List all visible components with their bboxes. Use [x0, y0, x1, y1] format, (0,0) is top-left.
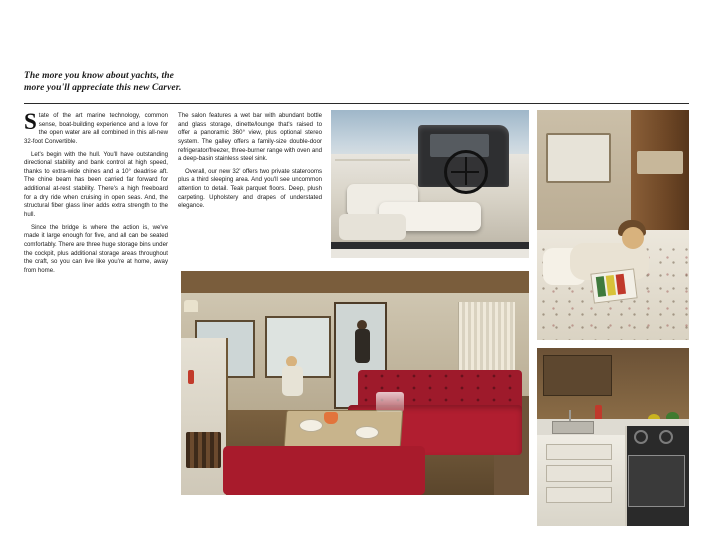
stove-burner-icon	[659, 430, 673, 444]
wet-bar-column	[181, 338, 228, 495]
photo-salon-dinette	[181, 271, 529, 495]
paragraph	[24, 224, 168, 276]
book-color-block	[615, 274, 625, 295]
person-body	[282, 366, 303, 396]
headline-rule	[24, 103, 689, 104]
page-headline: The more you know about yachts, the more you'll appreciate this new Carver.	[24, 71, 182, 94]
photo-content	[331, 110, 529, 258]
bottle	[188, 370, 194, 384]
foreground-sofa	[223, 446, 425, 495]
place-setting-plate	[355, 426, 379, 439]
paragraph-text: Overall, our new 32' offers two private staterooms plus a third sleeping area. And you'll see uncommon attention to detail. Teak parquet floors. Deep, plush carpeting. Upholstery and drapes of understated elegance.	[178, 167, 322, 210]
body-column-right	[178, 112, 322, 215]
photo-content	[537, 110, 689, 340]
drawer	[546, 487, 612, 503]
place-setting-plate	[299, 419, 323, 432]
paragraph	[178, 112, 322, 164]
lounge-seat	[339, 214, 406, 241]
hull-stripe	[331, 242, 529, 249]
cabin-window	[546, 133, 611, 183]
person-seated	[282, 356, 304, 398]
paragraph-text: Let's begin with the hull. You'll have outstanding directional stability and bank control at high speed, thanks to extra-wide chines and a 10° deadrise aft. The chine beam has been carried far forward for additional at-rest stability. There's a high freeboard for a dry ride when cruising in open seas. And, the structural fiber glass liner adds extra strength to the hull.	[24, 150, 168, 219]
stainless-steel-sink	[552, 421, 594, 434]
folded-napkin	[324, 412, 338, 424]
paragraph-text: The salon features a wet bar with abundant bottle and glass storage, dinette/lounge that's raised to offer a panoramic 360° view, plus optional stereo system. The galley offers a family-size double-door refrigerator/freezer, three-burner range with oven and a deep-basin stainless steel sink.	[178, 112, 322, 163]
body-column-left	[24, 109, 168, 280]
paragraph-text: Since the bridge is where the action is, we've made it large enough for five, and all can be seated comfortably. There are three huge storage bins under the cockpit, plus additional storage areas throughout the craft, so you can live like you're at home, away from home.	[24, 223, 168, 274]
paragraph	[24, 109, 168, 147]
cabin-shelf	[637, 151, 683, 174]
handrail	[335, 159, 410, 161]
photo-content	[537, 348, 689, 526]
person-body	[355, 329, 370, 363]
paragraph-text: tate of the art marine technology, common sense, boat-building experience and a love for the open water are all combined in this all-new 32-foot Convertible.	[24, 112, 168, 145]
oven-door	[628, 455, 685, 507]
photo-stateroom	[537, 110, 689, 340]
cabin-lamp	[184, 300, 198, 312]
book-color-block	[605, 275, 615, 296]
person-standing	[355, 320, 371, 366]
upper-cabinet	[543, 355, 612, 396]
drop-cap: S	[24, 109, 37, 134]
photo-flybridge-helm	[331, 110, 529, 258]
bottle-storage-rack	[186, 432, 221, 468]
book-color-block	[596, 276, 606, 297]
steering-wheel-icon	[444, 150, 488, 194]
open-book	[590, 268, 637, 303]
glassware	[376, 392, 404, 412]
paragraph	[178, 168, 322, 211]
photo-galley	[537, 348, 689, 526]
drawer	[546, 444, 612, 460]
paragraph	[24, 151, 168, 220]
photo-content	[181, 271, 529, 495]
drawer	[546, 465, 612, 481]
hull-base	[331, 249, 529, 258]
